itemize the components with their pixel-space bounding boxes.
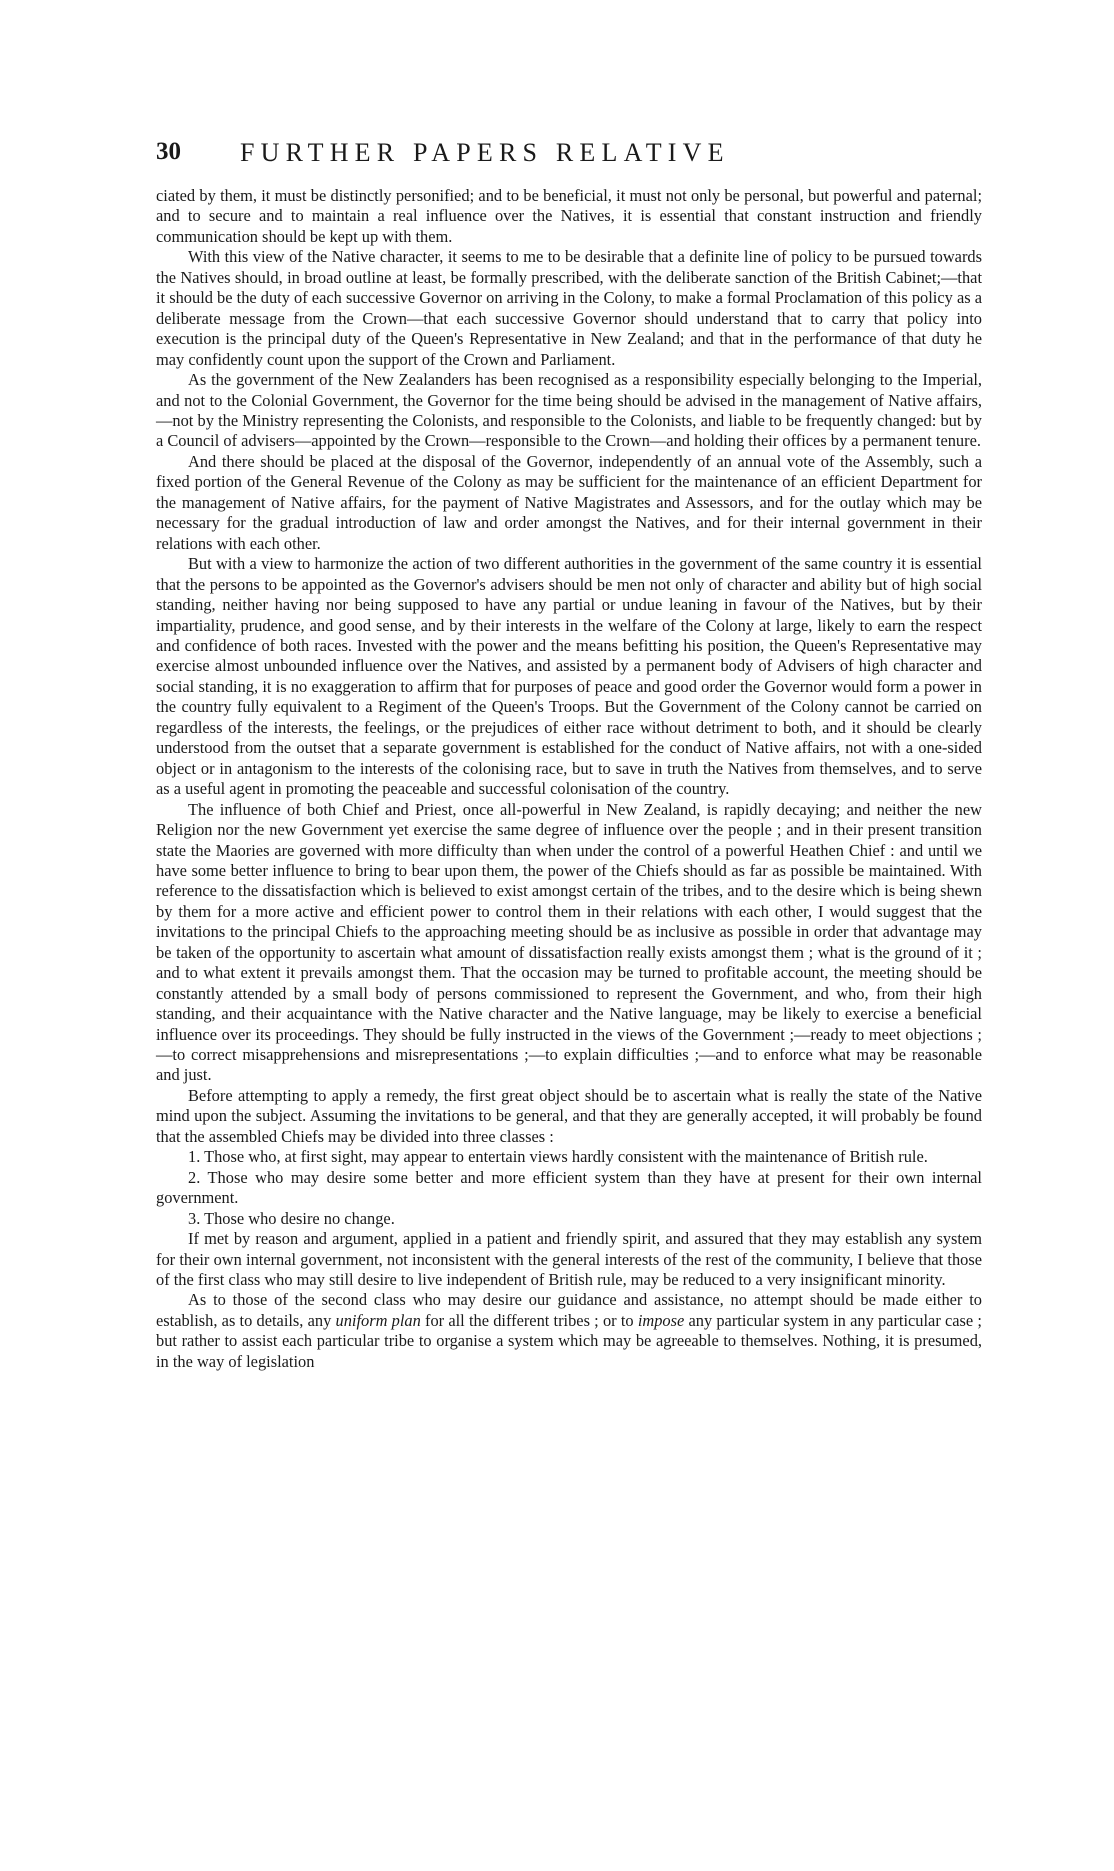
- text-run: for all the different tribes ; or to: [420, 1310, 638, 1330]
- list-item: 2. Those who may desire some better and more efficient system than they have at present for their own internal government.: [156, 1167, 982, 1208]
- paragraph: If met by reason and argument, applied in a patient and friendly spirit, and assured that they may establish any system for their own internal government, not inconsistent with the general interests of the rest of the community, I believe that those of the first class who may still desire to live independent of British rule, may be reduced to a very insignificant minority.: [156, 1229, 982, 1290]
- paragraph: Before attempting to apply a remedy, the first great object should be to ascertain what is really the state of the Native mind upon the subject. Assuming the invitations to be general, and that they are generally accepted, it will probably be found that the assembled Chiefs may be divided into three classes :: [156, 1085, 982, 1146]
- paragraph: [156, 1290, 982, 1372]
- paragraph: The influence of both Chief and Priest, once all-powerful in New Zealand, is rapidly decaying; and neither the new Religion nor the new Government yet exercise the same degree of influence over the people ; and in their present transition state the Maories are governed with more difficulty than when under the control of a powerful Heathen Chief : and until we have some better influence to bring to bear upon them, the power of the Chiefs should as far as possible be maintained. With reference to the dissatisfaction which is believed to exist amongst certain of the tribes, and to the desire which is being shewn by them for a more active and efficient power to control them in their relations with each other, I would suggest that the invitations to the principal Chiefs to the approaching meeting should be as inclusive as possible in order that advantage may be taken of the opportunity to ascertain what amount of dissatisfaction really exists amongst them ; what is the ground of it ; and to what extent it prevails amongst them. That the occasion may be turned to profitable account, the meeting should be constantly attended by a small body of persons commissioned to represent the Government, and who, from their high standing, and their acquaintance with the Native character and the Native language, may be likely to exercise a beneficial influence over its proceedings. They should be fully instructed in the views of the Government ;—ready to meet objections ;—to correct misapprehensions and misrepresentations ;—to explain difficulties ;—and to enforce what may be reasonable and just.: [156, 799, 982, 1085]
- page-number: 30: [156, 138, 181, 165]
- paragraph: ciated by them, it must be distinctly personified; and to be beneficial, it must not only be personal, but powerful and paternal; and to secure and to maintain a real influence over the Natives, it is essential that constant instruction and friendly communication should be kept up with them.: [156, 186, 982, 246]
- paragraph: As the government of the New Zealanders has been recognised as a responsibility especially belonging to the Imperial, and not to the Colonial Government, the Governor for the time being should be advised in the management of Native affairs,—not by the Ministry representing the Colonists, and responsible to the Colonists, and liable to be frequently changed: but by a Council of advisers—appointed by the Crown—responsible to the Crown—and holding their offices by a permanent tenure.: [156, 370, 982, 451]
- paragraph: With this view of the Native character, it seems to me to be desirable that a definite line of policy to be pursued towards the Natives should, in broad outline at least, be formally prescribed, with the deliberate sanction of the British Cabinet;—that it should be the duty of each successive Governor on arriving in the Colony, to make a formal Proclamation of this policy as a deliberate message from the Crown—that each successive Governor should understand that to carry that policy into execution is the principal duty of the Queen's Representative in New Zealand; and that in the performance of that duty he may confidently count upon the support of the Crown and Parliament.: [156, 247, 982, 369]
- text-run: any particular system in any particular case ; but rather to assist each particular tribe to organise a system which may be agreeable to themselves. Nothing, it is presumed, in the way of legislation: [156, 1310, 982, 1371]
- running-head: FURTHER PAPERS RELATIVE: [240, 138, 730, 167]
- body-text: [156, 186, 982, 1372]
- paragraph: But with a view to harmonize the action of two different authorities in the government of the same country it is essential that the persons to be appointed as the Governor's advisers should be men not only of character and ability but of high social standing, neither having nor being supposed to have any partial or undue leaning in favour of the Natives, but by their impartiality, prudence, and good sense, and by their interests in the welfare of the Colony at large, likely to earn the respect and confidence of both races. Invested with the power and the means befitting his position, the Queen's Representative may exercise almost unbounded influence over the Natives, and assisted by a permanent body of Advisers of high character and social standing, it is no exaggeration to affirm that for purposes of peace and good order the Governor would form a power in the country fully equivalent to a Regiment of the Queen's Troops. But the Government of the Colony cannot be carried on regardless of the interests, the feelings, or the prejudices of either race without detriment to both, and it should be clearly understood from the outset that a separate government is established for the conduct of Native affairs, not with a one-sided object or in antagonism to the interests of the colonising race, but to save in truth the Natives from themselves, and to serve as a useful agent in promoting the peaceable and successful colonisation of the country.: [156, 554, 982, 799]
- paragraph: And there should be placed at the disposal of the Governor, independently of an annual vote of the Assembly, such a fixed portion of the General Revenue of the Colony as may be sufficient for the maintenance of an efficient Department for the management of Native affairs, for the payment of Native Magistrates and Assessors, and for the outlay which may be necessary for the gradual introduction of law and order amongst the Natives, and for their internal government in their relations with each other.: [156, 451, 982, 553]
- list-item: 3. Those who desire no change.: [188, 1208, 395, 1228]
- list-item: 1. Those who, at first sight, may appear to entertain views hardly consistent with the maintenance of British rule.: [188, 1147, 928, 1167]
- text-run: As to those of the second class who may desire our guidance and assistance, no attempt should be made either to establish, as to details, any: [156, 1290, 982, 1330]
- page-header: [156, 138, 982, 172]
- emphasis-text: impose: [637, 1310, 685, 1330]
- emphasis-text: uniform plan: [335, 1310, 421, 1330]
